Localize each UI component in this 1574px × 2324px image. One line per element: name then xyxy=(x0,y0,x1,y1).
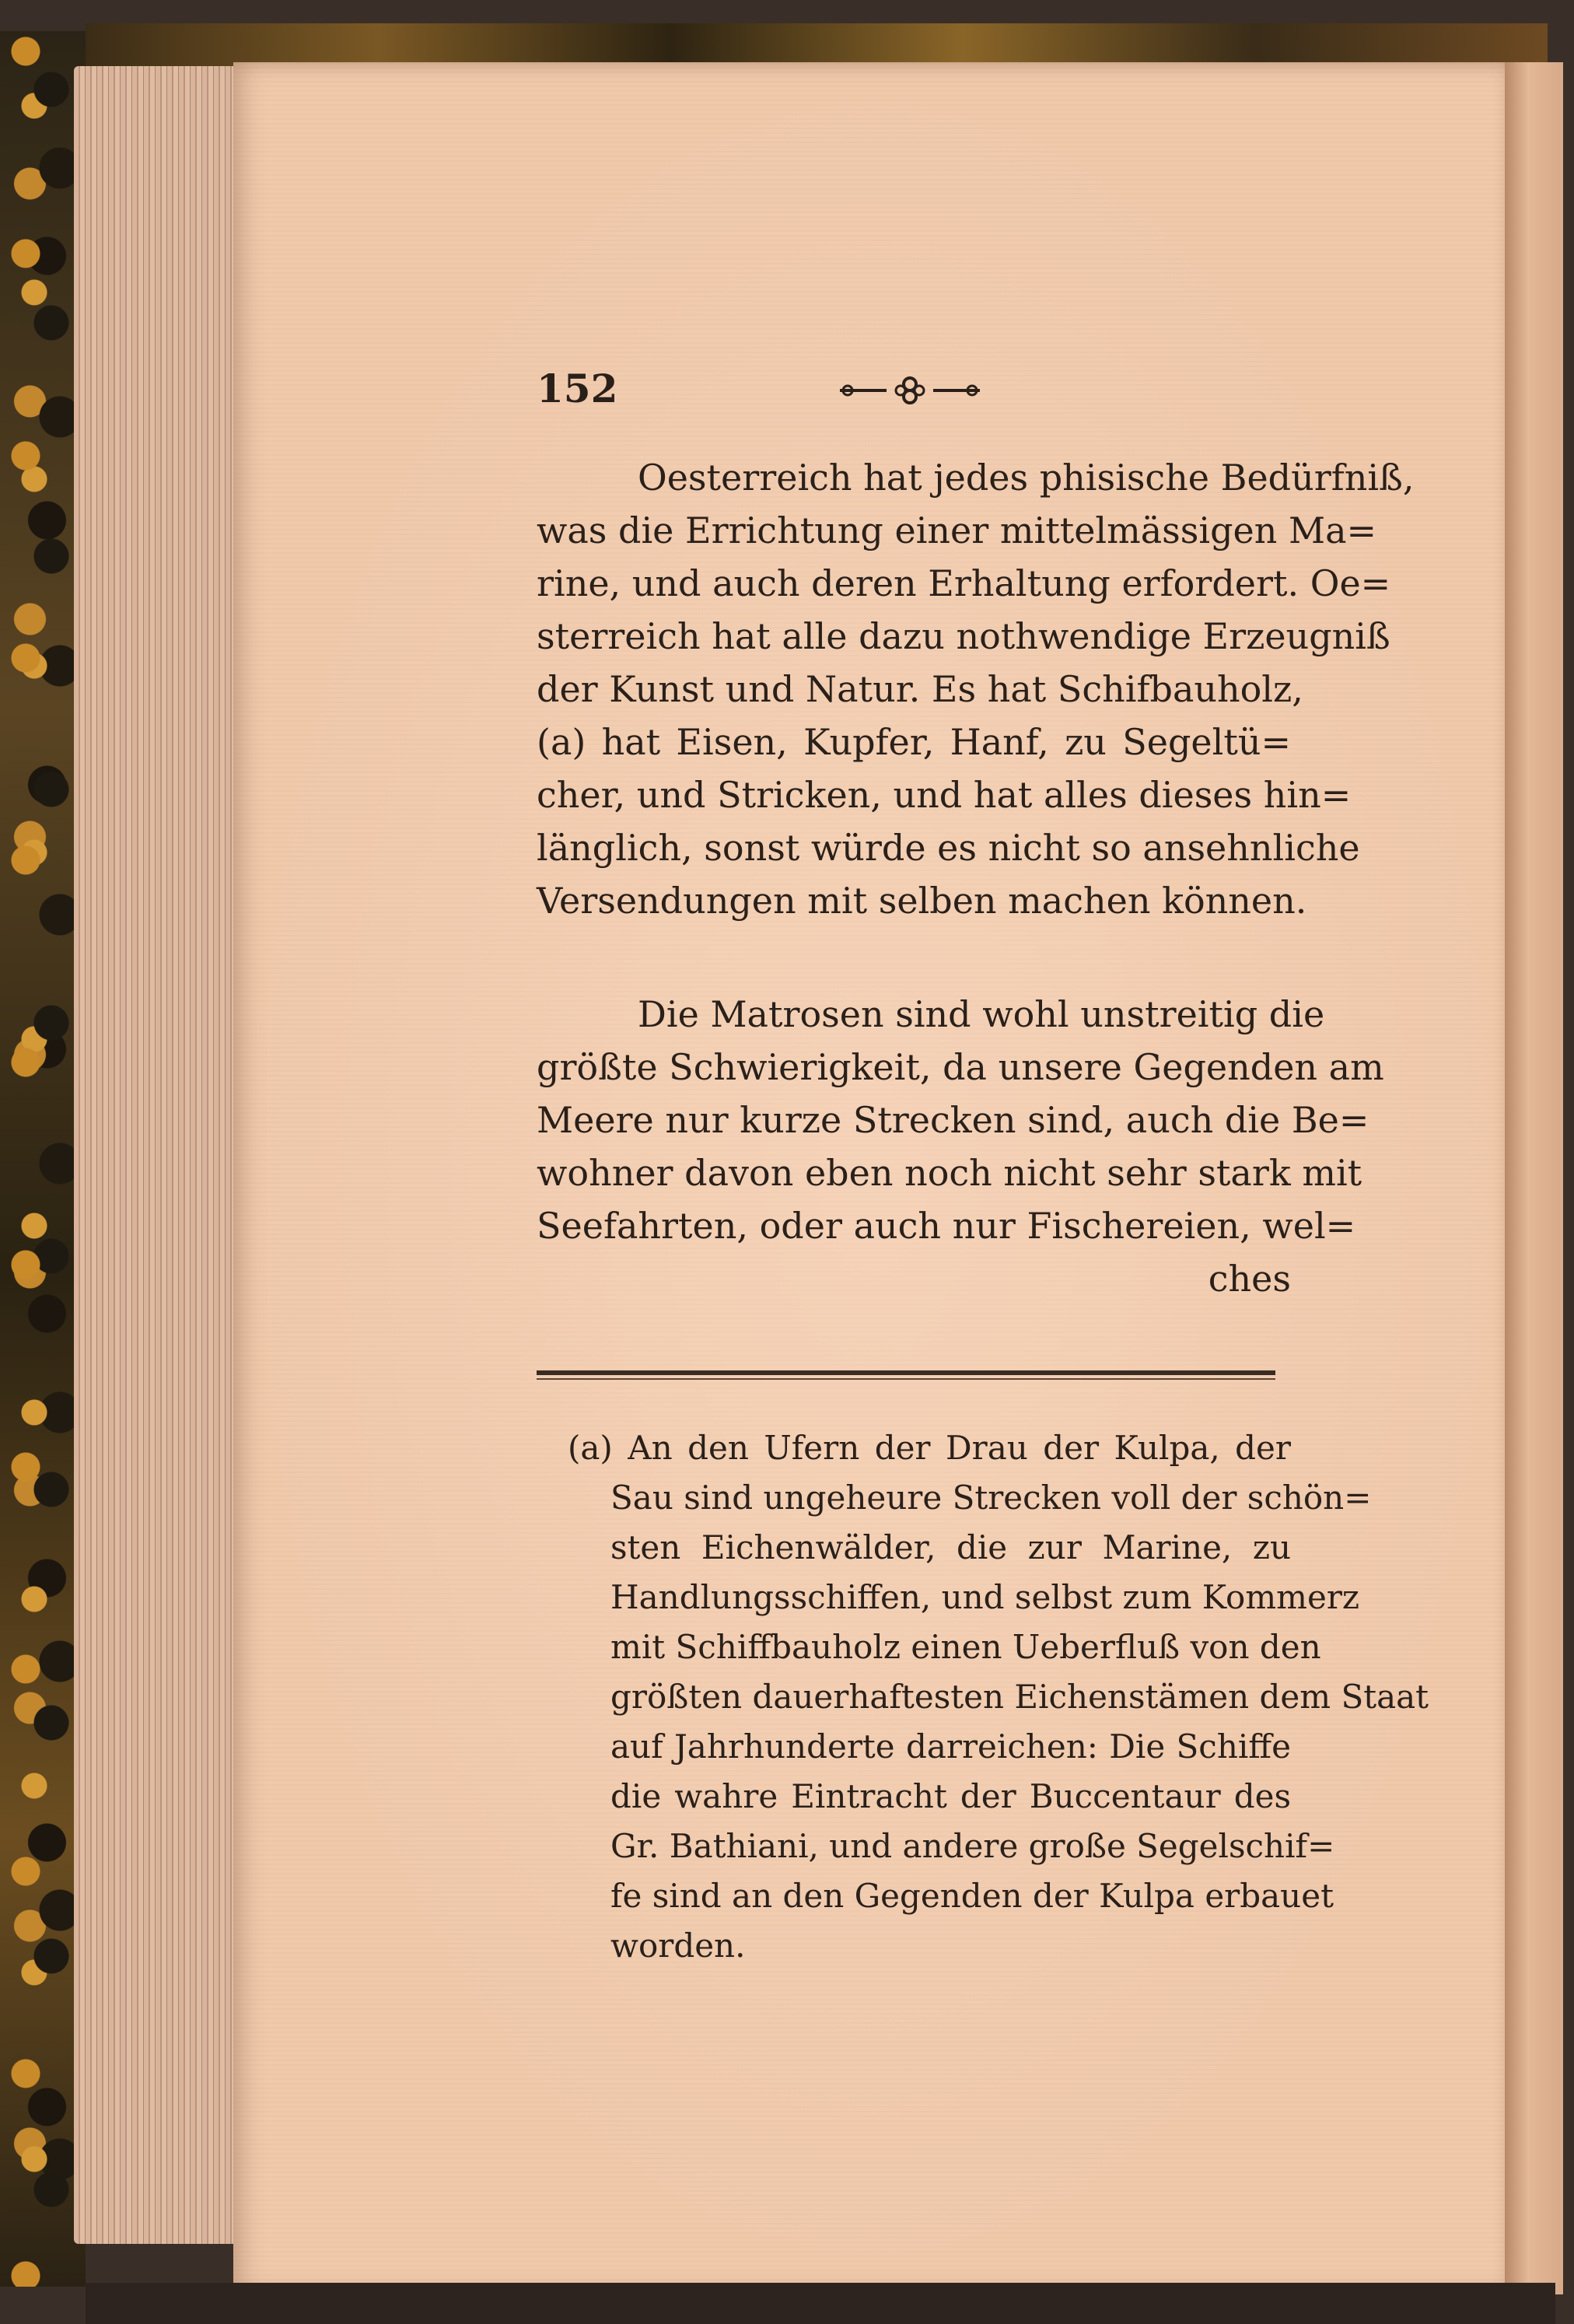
text-line: Versendungen mit selben machen können. xyxy=(537,880,1307,922)
page-edges xyxy=(74,66,241,2244)
text-line: Die Matrosen sind wohl unstreitig die xyxy=(638,993,1325,1035)
text-line: was die Errichtung einer mittelmässigen Ma= xyxy=(537,509,1377,551)
page-header xyxy=(537,366,1291,420)
footnote-line: sten Eichenwälder, die zur Marine, zu xyxy=(610,1528,1291,1566)
page-number: 152 xyxy=(537,366,618,411)
book-cover-marbled xyxy=(0,31,86,2287)
text-line: rine, und auch deren Erhaltung erfordert. Oe= xyxy=(537,562,1391,604)
text-line: wohner davon eben noch nicht sehr stark mit xyxy=(537,1152,1362,1194)
facing-page-edge xyxy=(1505,62,1563,2294)
text-line: Oesterreich hat jedes phisische Bedürfniß, xyxy=(638,457,1415,499)
footnote-line: auf Jahrhunderte darreichen: Die Schiffe xyxy=(610,1727,1291,1766)
text-line: cher, und Stricken, und hat alles dieses hin= xyxy=(537,774,1352,816)
text-line: größte Schwierigkeit, da unsere Gegenden am xyxy=(537,1046,1384,1088)
footnote-line: größten dauerhaftesten Eichenstämen dem Staat xyxy=(610,1678,1429,1716)
footnote-line: Sau sind ungeheure Strecken voll der schön= xyxy=(610,1479,1372,1517)
footnote-line: Gr. Bathiani, und andere große Segelschif= xyxy=(610,1827,1335,1865)
catchword: ches xyxy=(1208,1258,1291,1300)
footnote-line: die wahre Eintracht der Buccentaur des xyxy=(610,1777,1291,1815)
footnote xyxy=(568,1423,1429,1971)
text-line: der Kunst und Natur. Es hat Schifbauholz, xyxy=(537,668,1303,710)
text-line: Seefahrten, oder auch nur Fischereien, wel= xyxy=(537,1205,1356,1247)
text-line: länglich, sonst würde es nicht so ansehnliche xyxy=(537,827,1360,869)
scan-bottom-edge xyxy=(86,2283,1555,2324)
ornament-icon xyxy=(832,375,988,406)
footnote-divider xyxy=(537,1370,1275,1375)
footnote-line: (a) An den Ufern der Drau der Kulpa, der xyxy=(568,1429,1291,1467)
footnote-line: worden. xyxy=(610,1927,746,1965)
text-line: (a) hat Eisen, Kupfer, Hanf, zu Segeltü= xyxy=(537,721,1291,763)
text-line: sterreich hat alle dazu nothwendige Erzeugniß xyxy=(537,615,1390,657)
footnote-line: Handlungsschiffen, und selbst zum Kommerz xyxy=(610,1578,1360,1616)
text-line: Meere nur kurze Strecken sind, auch die Be= xyxy=(537,1099,1369,1141)
footnote-divider-thin xyxy=(537,1378,1275,1380)
footnote-line: mit Schiffbauholz einen Ueberfluß von den xyxy=(610,1628,1321,1666)
paragraph-1 xyxy=(537,451,1415,927)
paragraph-2 xyxy=(537,988,1384,1305)
footnote-line: fe sind an den Gegenden der Kulpa erbauet xyxy=(610,1877,1334,1915)
